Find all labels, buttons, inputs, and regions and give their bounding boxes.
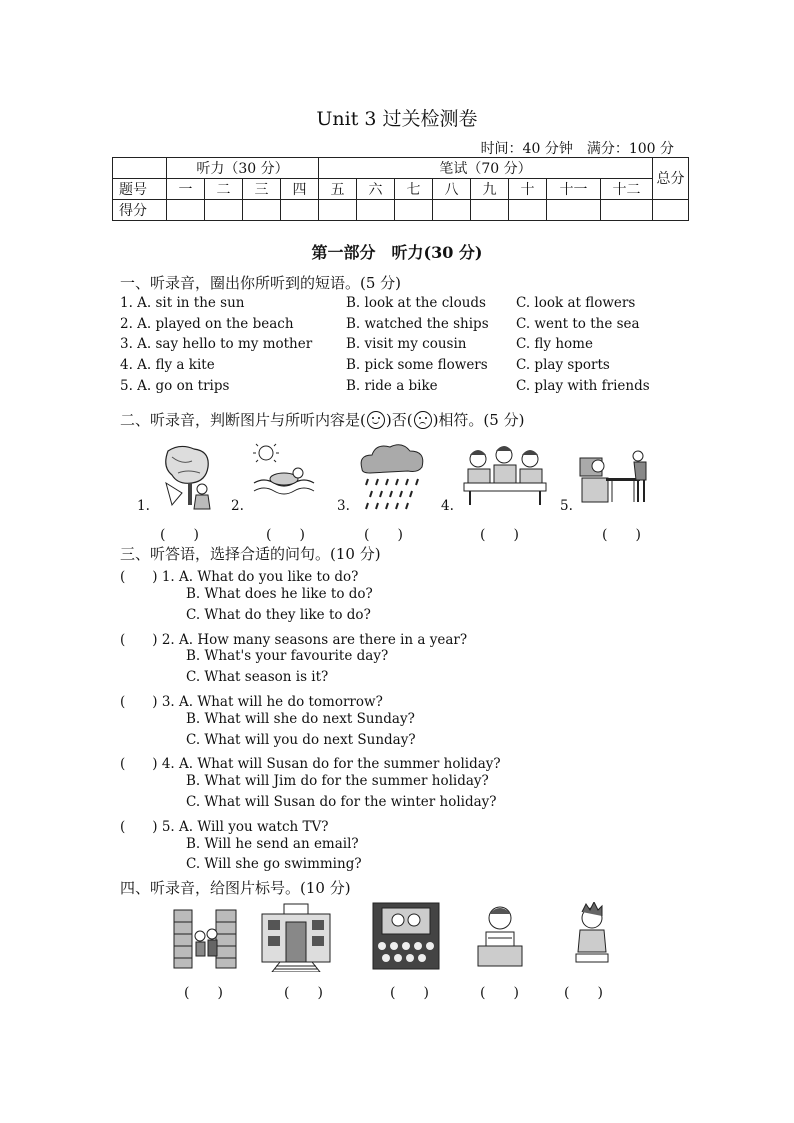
sad-face-icon <box>414 411 432 429</box>
library-picture <box>172 908 238 970</box>
question-option[interactable]: B. What will she do next Sunday? <box>186 711 415 727</box>
section-2-heading-part: )否( <box>385 411 413 429</box>
question-number: 六 <box>357 179 395 200</box>
question-option[interactable]: C. Will she go swimming? <box>186 856 362 872</box>
answer-bracket[interactable]: ( ) <box>564 985 603 1001</box>
section-2-heading-part: 二、听录音，判断图片与所听内容是( <box>120 411 366 429</box>
computer-room-picture <box>576 448 656 506</box>
answer-bracket[interactable]: ( ) <box>480 527 519 543</box>
question-label: 题号 <box>113 179 167 200</box>
picture-number: 4. <box>441 498 454 514</box>
section-4-heading: 四、听录音，给图片标号。(10 分) <box>120 879 351 897</box>
answer-bracket[interactable]: ( ) <box>364 527 403 543</box>
children-table-picture <box>460 443 550 507</box>
cinema-picture <box>372 902 440 970</box>
question-number: 八 <box>433 179 471 200</box>
option-b[interactable]: B. look at the clouds <box>346 295 486 311</box>
option-a[interactable]: 5. A. go on trips <box>120 378 230 394</box>
option-b[interactable]: B. ride a bike <box>346 378 438 394</box>
option-a[interactable]: 1. A. sit in the sun <box>120 295 245 311</box>
question-number: 十一 <box>547 179 601 200</box>
writing-header: 笔试（70 分） <box>319 158 653 179</box>
score-cell[interactable] <box>471 200 509 221</box>
score-cell[interactable] <box>319 200 357 221</box>
listening-header: 听力（30 分） <box>167 158 319 179</box>
girl-thinking-picture <box>566 902 616 968</box>
option-a[interactable]: 2. A. played on the beach <box>120 316 294 332</box>
smile-face-icon <box>367 411 385 429</box>
picture-number: 1. <box>137 498 150 514</box>
score-cell[interactable] <box>547 200 601 221</box>
answer-bracket[interactable]: ( ) <box>602 527 641 543</box>
question-number: 二 <box>205 179 243 200</box>
question-number: 十 <box>509 179 547 200</box>
question-option[interactable]: B. Will he send an email? <box>186 836 359 852</box>
picture-number: 3. <box>337 498 350 514</box>
time-score-info: 时间：40 分钟 满分：100 分 <box>480 141 674 157</box>
answer-bracket[interactable]: ( ) <box>390 985 429 1001</box>
section-3-heading: 三、听答语，选择合适的问句。(10 分) <box>120 545 381 563</box>
score-cell[interactable] <box>601 200 653 221</box>
answer-bracket[interactable]: ( ) <box>160 527 199 543</box>
score-cell[interactable] <box>243 200 281 221</box>
score-cell[interactable] <box>357 200 395 221</box>
question-number: 五 <box>319 179 357 200</box>
picture-number: 5. <box>560 498 573 514</box>
school-building-picture <box>256 902 336 972</box>
swimming-boy-picture <box>250 443 322 503</box>
question-option[interactable]: B. What will Jim do for the summer holiday? <box>186 773 489 789</box>
score-cell[interactable] <box>167 200 205 221</box>
option-c[interactable]: C. play sports <box>516 357 610 373</box>
option-c[interactable]: C. look at flowers <box>516 295 636 311</box>
boy-reading-picture <box>472 902 528 970</box>
question-number: 九 <box>471 179 509 200</box>
question-number: 三 <box>243 179 281 200</box>
answer-bracket[interactable]: ( ) <box>184 985 223 1001</box>
question-number: 十二 <box>601 179 653 200</box>
total-header: 总分 <box>653 158 689 200</box>
option-a[interactable]: 4. A. fly a kite <box>120 357 215 373</box>
option-c[interactable]: C. fly home <box>516 336 593 352</box>
score-table <box>112 157 689 221</box>
score-cell[interactable] <box>281 200 319 221</box>
part-one-heading: 第一部分 听力(30 分) <box>311 243 483 262</box>
question-option[interactable]: B. What's your favourite day? <box>186 648 389 664</box>
page-title: Unit 3 过关检测卷 <box>316 108 478 130</box>
question-item[interactable]: ( ) 1. A. What do you like to do? <box>120 569 359 585</box>
answer-bracket[interactable]: ( ) <box>266 527 305 543</box>
option-b[interactable]: B. visit my cousin <box>346 336 467 352</box>
score-cell[interactable] <box>433 200 471 221</box>
score-cell[interactable] <box>395 200 433 221</box>
question-item[interactable]: ( ) 5. A. Will you watch TV? <box>120 819 329 835</box>
picture-number: 2. <box>231 498 244 514</box>
option-c[interactable]: C. went to the sea <box>516 316 640 332</box>
question-item[interactable]: ( ) 2. A. How many seasons are there in a year? <box>120 632 468 648</box>
question-item[interactable]: ( ) 4. A. What will Susan do for the summer holiday? <box>120 756 501 772</box>
question-option[interactable]: C. What season is it? <box>186 669 329 685</box>
answer-bracket[interactable]: ( ) <box>480 985 519 1001</box>
option-b[interactable]: B. pick some flowers <box>346 357 488 373</box>
question-option[interactable]: B. What does he like to do? <box>186 586 373 602</box>
rain-cloud-picture <box>356 443 428 513</box>
score-label: 得分 <box>113 200 167 221</box>
question-option[interactable]: C. What do they like to do? <box>186 607 371 623</box>
section-2-heading <box>120 409 524 430</box>
score-cell[interactable] <box>653 200 689 221</box>
option-c[interactable]: C. play with friends <box>516 378 650 394</box>
question-option[interactable]: C. What will you do next Sunday? <box>186 732 416 748</box>
section-1-heading: 一、听录音，圈出你所听到的短语。(5 分) <box>120 274 402 292</box>
section-2-heading-part: )相符。(5 分) <box>432 411 525 429</box>
question-item[interactable]: ( ) 3. A. What will he do tomorrow? <box>120 694 383 710</box>
question-number: 七 <box>395 179 433 200</box>
score-cell[interactable] <box>205 200 243 221</box>
option-b[interactable]: B. watched the ships <box>346 316 489 332</box>
score-cell[interactable] <box>509 200 547 221</box>
question-number: 四 <box>281 179 319 200</box>
question-number: 一 <box>167 179 205 200</box>
answer-bracket[interactable]: ( ) <box>284 985 323 1001</box>
question-option[interactable]: C. What will Susan do for the winter holiday? <box>186 794 497 810</box>
option-a[interactable]: 3. A. say hello to my mother <box>120 336 313 352</box>
kite-girl-picture <box>158 443 216 513</box>
